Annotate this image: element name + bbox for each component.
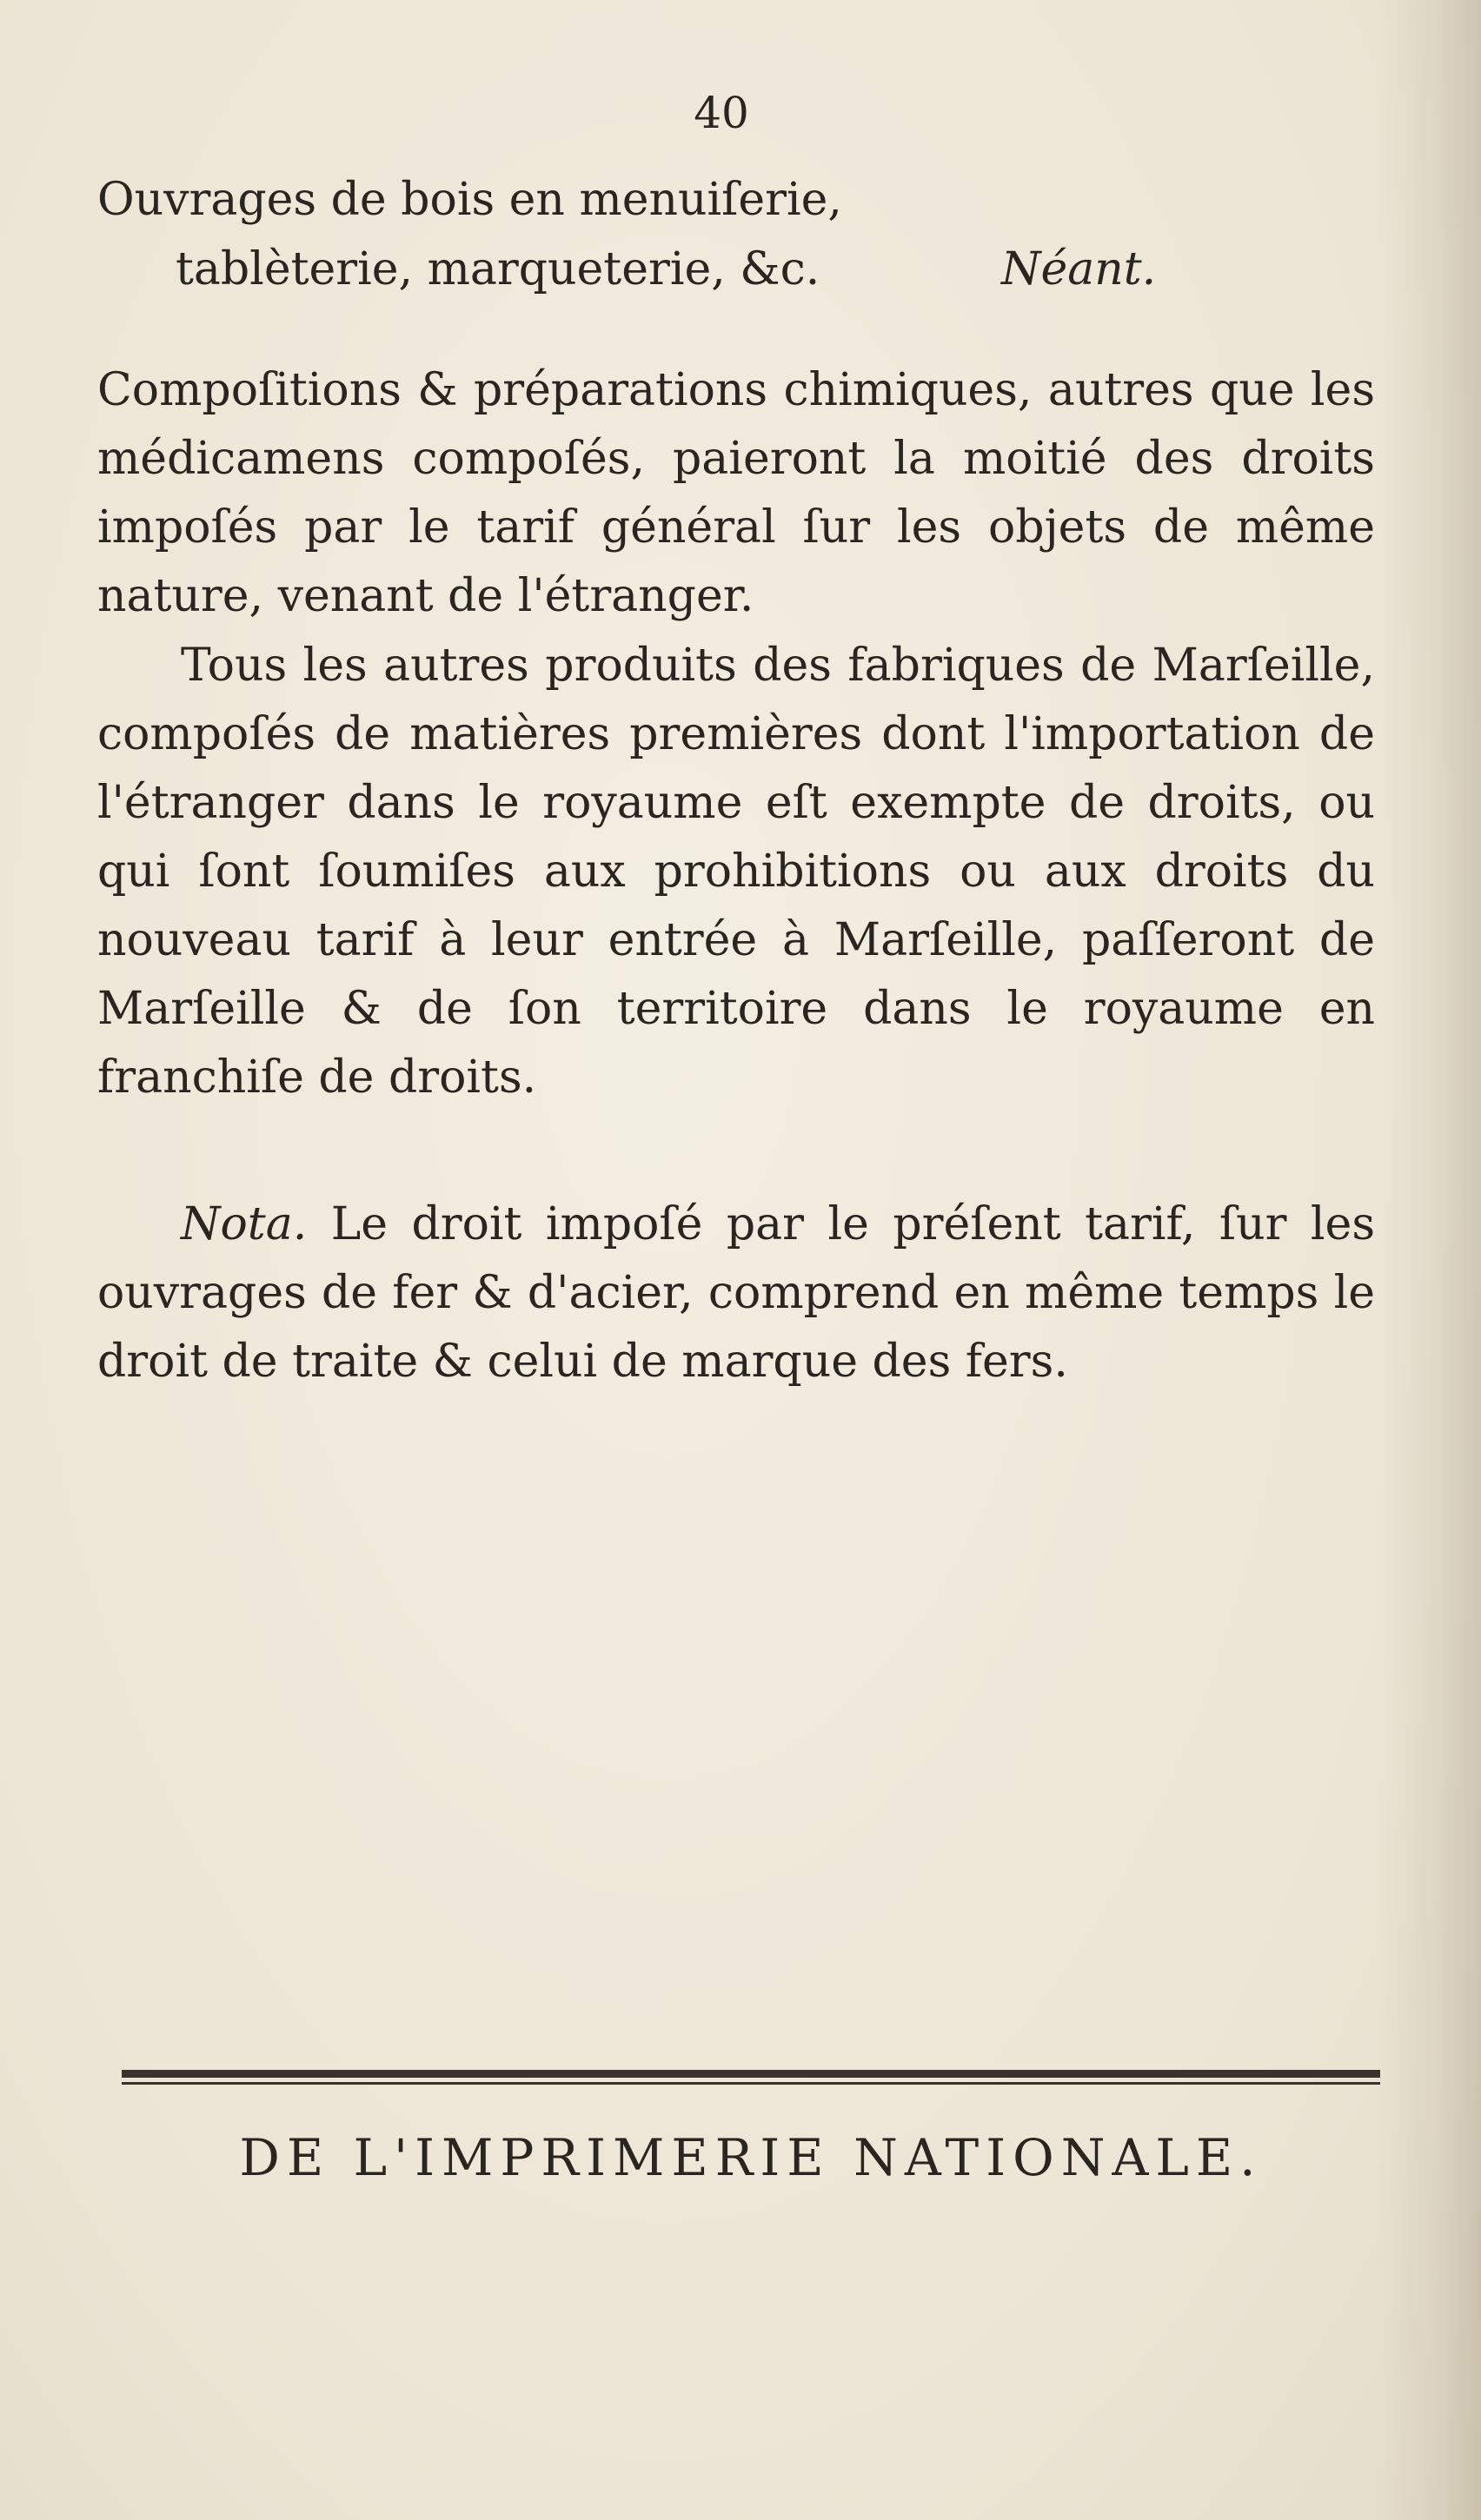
entry-label-line1: Ouvrages de bois en menuiſerie,: [97, 174, 842, 226]
entry-label-line2: [97, 235, 1384, 304]
paragraph-marseille-products: Tous les autres produits des fabriques de Marſeille, compoſés de matières premières dont l'importation de l'étranger dans le royaume eſt exempte de droits, ou qui ſont ſoumiſes aux prohibitions ou aux droits du nouveau tarif à leur entrée à Marſeille, paſſeront de Marſeille & de ſon territoire dans le royaume en franchiſe de droits.: [97, 640, 1375, 1104]
imprint-line: DE L'IMPRIMERIE NATIONALE.: [239, 2128, 1263, 2187]
divider-rule-thin: [122, 2082, 1380, 2085]
entry-label-line2-text: tablèterie, marqueterie, &c.: [176, 243, 820, 295]
page-number: 40: [694, 88, 749, 138]
paragraph-chemical-compositions: Compoſitions & préparations chimiques, autres que les médicamens compoſés, paieront la moitié des droits impoſés par le tarif général ſur les objets de même nature, venant de l'étranger.: [97, 364, 1375, 622]
nota-label: Nota.: [181, 1198, 308, 1250]
nota-text: Le droit impoſé par le préſent tarif, ſur les ouvrages de fer & d'acier, comprend en même temps le droit de traite & celui de marque des fers.: [97, 1198, 1375, 1388]
divider-rule-thick: [122, 2070, 1380, 2078]
tariff-entry: [97, 165, 1384, 304]
entry-value: Néant.: [1001, 243, 1157, 295]
nota-paragraph: [97, 1190, 1375, 1396]
